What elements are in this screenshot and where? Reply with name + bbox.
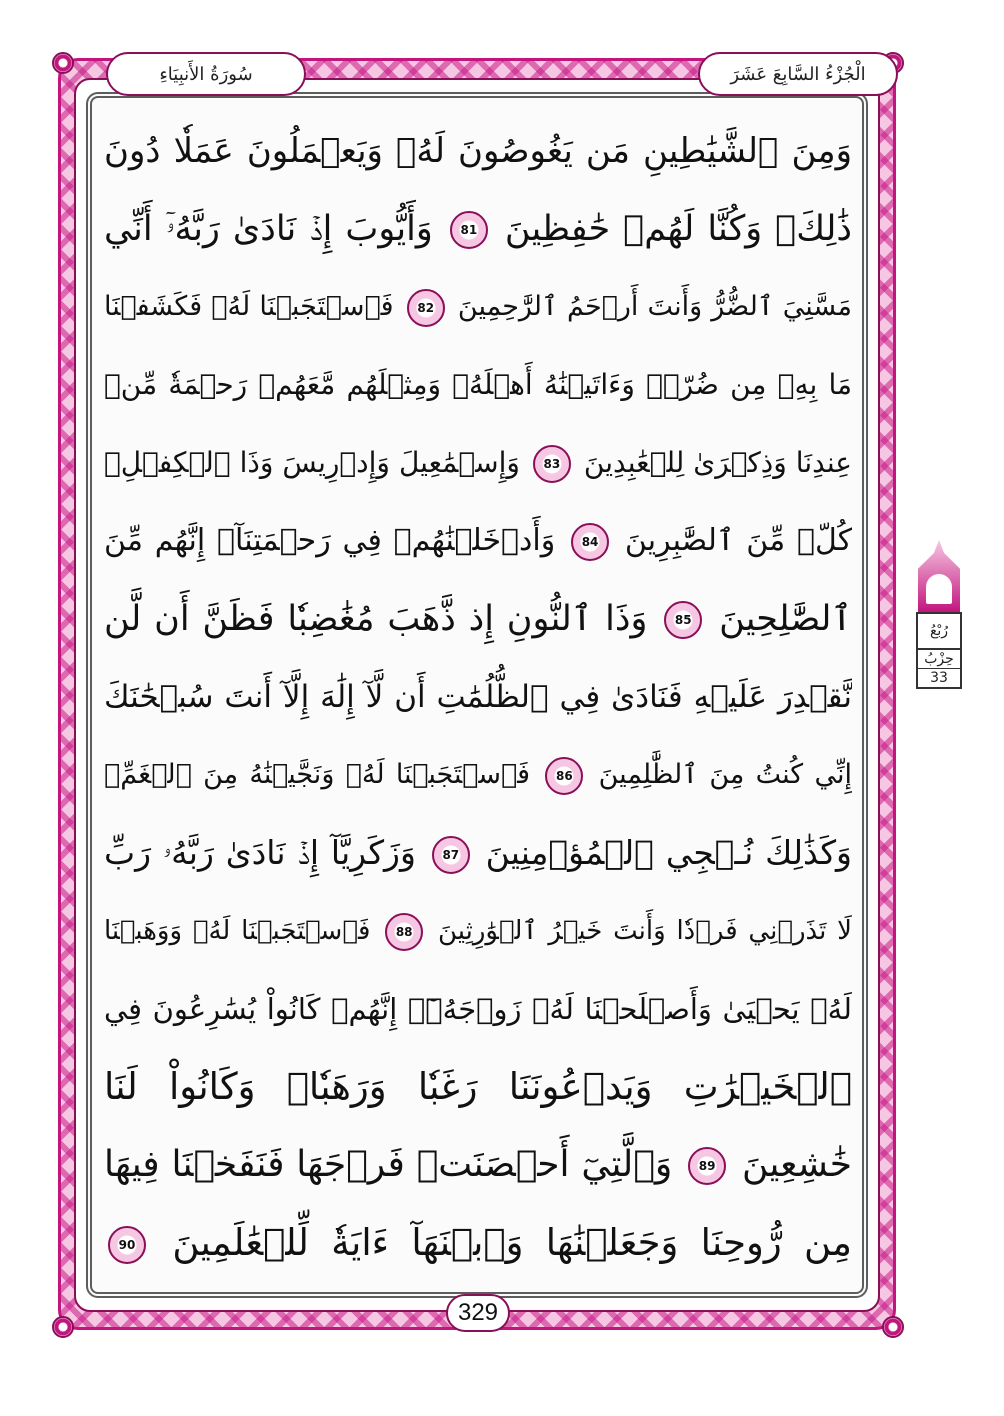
verse-line bbox=[104, 424, 852, 502]
verse-segment: مَا بِهِۦ مِن ضُرّٖۖ وَءَاتَيۡنَٰهُ أَهۡلَهُۥ وَمِثۡلَهُم مَّعَهُمۡ رَحۡمَةٗ مِّنۡ bbox=[104, 368, 852, 401]
verse-line bbox=[104, 658, 852, 736]
rub-ornament-icon bbox=[918, 540, 960, 612]
verse-line bbox=[104, 580, 852, 658]
ayah-number-icon: 85 bbox=[664, 601, 702, 639]
verse-segment: ٱلۡخَيۡرَٰتِ وَيَدۡعُونَنَا رَغَبٗا وَرَهَبٗاۖ وَكَانُواْ لَنَا bbox=[104, 1065, 852, 1108]
verse-text bbox=[104, 1204, 852, 1282]
verse-line bbox=[104, 1126, 852, 1204]
juz-title: الْجُزْءُ السَّابِعَ عَشَرَ bbox=[730, 63, 866, 85]
surah-header bbox=[106, 52, 306, 96]
ayah-number-icon: 82 bbox=[407, 289, 445, 327]
verse-segment: مَسَّنِيَ ٱلضُّرُّ وَأَنتَ أَرۡحَمُ ٱلرَّٰحِمِينَ bbox=[457, 291, 852, 322]
ayah-number-icon: 86 bbox=[545, 757, 583, 795]
verse-text bbox=[104, 892, 852, 970]
verse-text bbox=[104, 1048, 852, 1126]
verse-segment: إِنِّي كُنتُ مِنَ ٱلظَّٰلِمِينَ bbox=[598, 759, 852, 790]
verse-line bbox=[104, 268, 852, 346]
verse-segment: ذَٰلِكَۖ وَكُنَّا لَهُمۡ حَٰفِظِينَ bbox=[504, 209, 852, 249]
verse-segment: وَكَذَٰلِكَ نُـۨجِي ٱلۡمُؤۡمِنِينَ bbox=[485, 833, 852, 872]
verse-segment: عِندِنَا وَذِكۡرَىٰ لِلۡعَٰبِدِينَ bbox=[583, 446, 852, 479]
verse-text bbox=[104, 1126, 852, 1204]
rub-label: رُبْعُ bbox=[916, 612, 962, 648]
verse-segment: مِن رُّوحِنَا وَجَعَلۡنَٰهَا وَٱبۡنَهَآ ءَايَةٗ لِّلۡعَٰلَمِينَ bbox=[172, 1221, 852, 1264]
ayah-number-icon: 81 bbox=[450, 211, 488, 249]
quran-text bbox=[104, 112, 852, 1280]
verse-text bbox=[104, 658, 852, 736]
verse-line bbox=[104, 1204, 852, 1282]
verse-segment: وَذَا ٱلنُّونِ إِذ ذَّهَبَ مُغَٰضِبٗا فَظَنَّ أَن لَّن bbox=[104, 599, 648, 639]
verse-segment: وَإِسۡمَٰعِيلَ وَإِدۡرِيسَ وَذَا ٱلۡكِفۡلِۖ bbox=[104, 446, 520, 479]
verse-text bbox=[104, 190, 852, 268]
hizb-word: حِزْبُ bbox=[924, 651, 954, 667]
verse-text bbox=[104, 814, 852, 892]
hizb-marker bbox=[912, 540, 966, 689]
verse-line bbox=[104, 1048, 852, 1126]
ayah-number-icon: 84 bbox=[571, 523, 609, 561]
verse-text bbox=[104, 424, 852, 502]
verse-segment: فَٱسۡتَجَبۡنَا لَهُۥ فَكَشَفۡنَا bbox=[104, 291, 394, 322]
verse-segment: لَا تَذَرۡنِي فَرۡدٗا وَأَنتَ خَيۡرُ ٱلۡوَٰرِثِينَ bbox=[438, 916, 852, 946]
verse-segment: وَٱلَّتِيٓ أَحۡصَنَتۡ فَرۡجَهَا فَنَفَخۡنَا فِيهَا bbox=[104, 1144, 673, 1185]
verse-text bbox=[104, 580, 852, 658]
hizb-box bbox=[916, 648, 962, 689]
verse-text bbox=[104, 346, 852, 424]
verse-segment: فَٱسۡتَجَبۡنَا لَهُۥ وَوَهَبۡنَا bbox=[104, 916, 371, 946]
corner-ornament-icon bbox=[52, 1316, 74, 1338]
verse-line bbox=[104, 970, 852, 1048]
ayah-number-icon: 89 bbox=[688, 1147, 726, 1185]
verse-line bbox=[104, 502, 852, 580]
verse-text bbox=[104, 736, 852, 814]
hizb-number: 33 bbox=[918, 668, 960, 687]
surah-title: سُورَةُ الأَنبِيَاءِ bbox=[159, 63, 253, 85]
verse-segment: فَٱسۡتَجَبۡنَا لَهُۥ وَنَجَّيۡنَٰهُ مِنَ ٱلۡغَمِّۚ bbox=[104, 759, 531, 790]
verse-text bbox=[104, 268, 852, 346]
verse-line bbox=[104, 190, 852, 268]
corner-ornament-icon bbox=[882, 1316, 904, 1338]
verse-segment: لَهُۥ يَحۡيَىٰ وَأَصۡلَحۡنَا لَهُۥ زَوۡجَهُۥٓۚ إِنَّهُمۡ كَانُواْ يُسَٰرِعُونَ فِي bbox=[104, 992, 852, 1026]
verse-segment: كُلّٞ مِّنَ ٱلصَّٰبِرِينَ bbox=[624, 523, 852, 558]
verse-text bbox=[104, 502, 852, 580]
verse-line bbox=[104, 814, 852, 892]
page-number: 329 bbox=[446, 1294, 510, 1332]
verse-text bbox=[104, 970, 852, 1048]
verse-segment: وَأَيُّوبَ إِذۡ نَادَىٰ رَبَّهُۥٓ أَنِّي bbox=[104, 209, 433, 249]
verse-segment: خَٰشِعِينَ bbox=[742, 1144, 852, 1185]
ayah-number-icon: 88 bbox=[385, 913, 423, 951]
verse-line bbox=[104, 112, 852, 190]
verse-line bbox=[104, 736, 852, 814]
verse-segment: ٱلصَّٰلِحِينَ bbox=[719, 599, 852, 639]
ayah-number-icon: 87 bbox=[432, 836, 470, 874]
verse-segment: وَزَكَرِيَّآ إِذۡ نَادَىٰ رَبَّهُۥ رَبِّ bbox=[104, 833, 416, 872]
verse-segment: نَّقۡدِرَ عَلَيۡهِ فَنَادَىٰ فِي ٱلظُّلُمَٰتِ أَن لَّآ إِلَٰهَ إِلَّآ أَنتَ سُبۡحَٰنَكَ bbox=[104, 679, 852, 715]
juz-header bbox=[698, 52, 898, 96]
ayah-number-icon: 83 bbox=[533, 445, 571, 483]
verse-segment: وَمِنَ ٱلشَّيَٰطِينِ مَن يَغُوصُونَ لَهُۥ وَيَعۡمَلُونَ عَمَلٗا دُونَ bbox=[104, 131, 852, 171]
verse-text bbox=[104, 112, 852, 190]
verse-line bbox=[104, 346, 852, 424]
ayah-number-icon: 90 bbox=[108, 1226, 146, 1264]
verse-line bbox=[104, 892, 852, 970]
verse-segment: وَأَدۡخَلۡنَٰهُمۡ فِي رَحۡمَتِنَآۖ إِنَّهُم مِّنَ bbox=[104, 523, 556, 558]
corner-ornament-icon bbox=[52, 52, 74, 74]
